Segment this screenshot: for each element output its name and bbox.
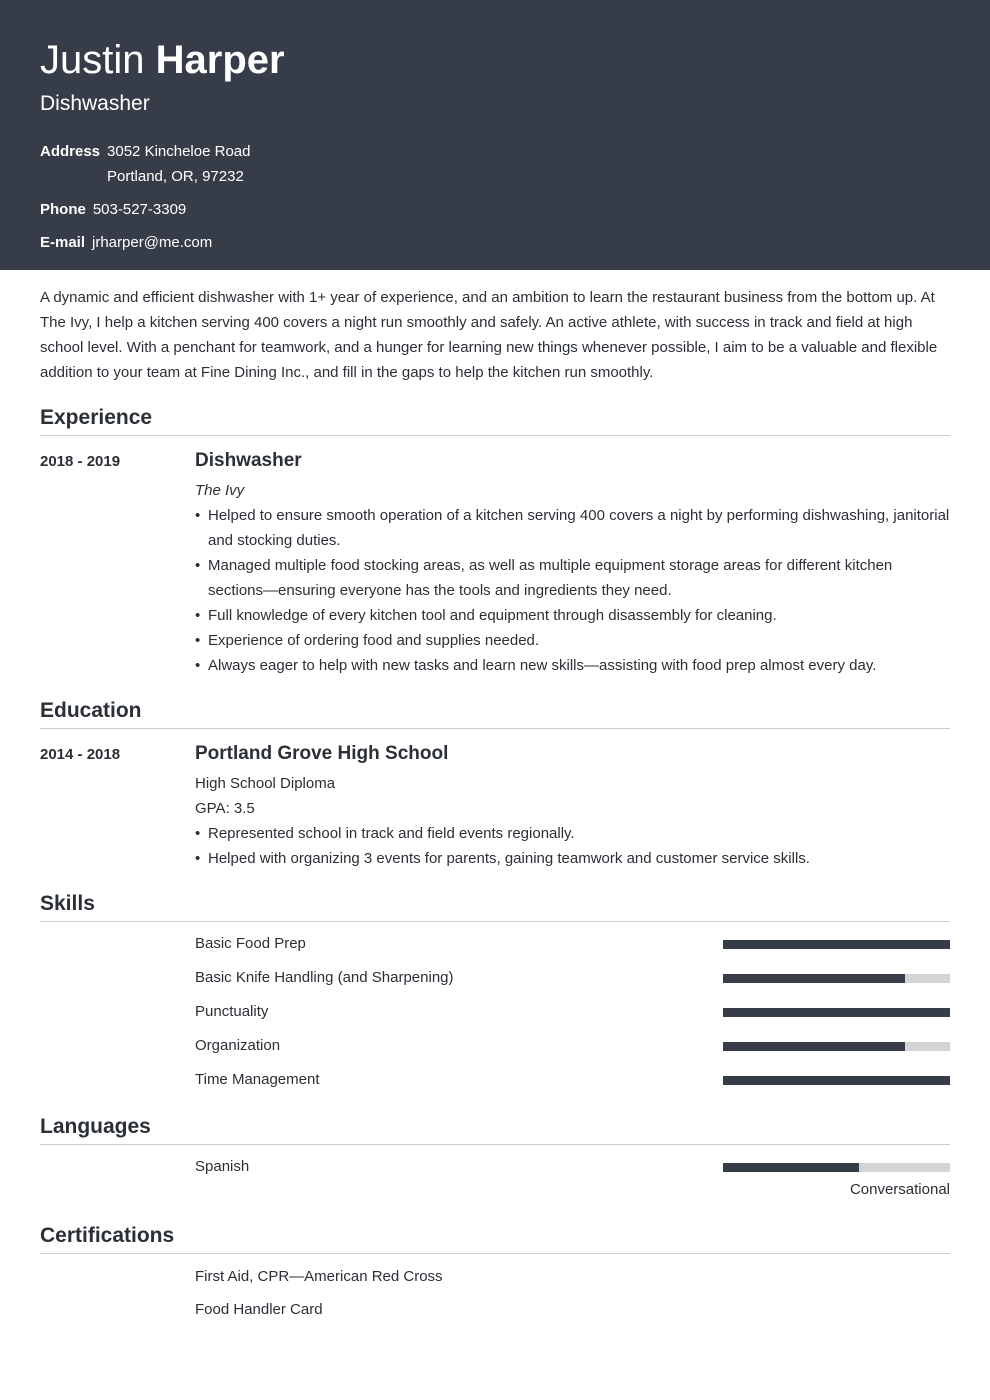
education-gpa: GPA: 3.5 xyxy=(195,800,255,817)
experience-bullet: • Managed multiple food stocking areas, as well as multiple equipment storage areas for different kitchen sections—ensuring everyone has the tools and ingredients they need. xyxy=(195,553,950,603)
experience-position: Dishwasher xyxy=(195,450,302,471)
skill-name: Basic Knife Handling (and Sharpening) xyxy=(195,969,454,986)
language-name: Spanish xyxy=(195,1158,250,1175)
education-bullet: • Represented school in track and field events regionally. xyxy=(195,821,950,846)
skill-level-bar xyxy=(723,1076,950,1085)
language-level-label: Conversational xyxy=(849,1181,950,1198)
skill-level-bar xyxy=(723,940,950,949)
section-divider xyxy=(40,1144,950,1145)
address-value xyxy=(107,139,250,189)
skill-level-fill xyxy=(723,940,950,949)
phone-row xyxy=(40,197,186,222)
summary-paragraph: A dynamic and efficient dishwasher with 1+ year of experience, and an ambition to learn the restaurant business from the bottom up. At The Ivy, I help a kitchen serving 400 covers a night run smoothly and safely. An active athlete, with success in track and field at high school level. With a penchant for teamwork, and a hunger for learning new things whenever possible, I aim to be a valuable and flexible addition to your team at Fine Dining Inc., and fill in the gaps to help the kitchen run smoothly. xyxy=(40,289,938,381)
certification-item: Food Handler Card xyxy=(195,1301,323,1318)
resume-header xyxy=(0,0,990,270)
experience-bullet: • Full knowledge of every kitchen tool and equipment through disassembly for cleaning. xyxy=(195,603,950,628)
skills-heading: Skills xyxy=(40,892,95,915)
experience-bullet: • Always eager to help with new tasks and learn new skills—assisting with food prep almost every day. xyxy=(195,653,950,678)
skill-name: Punctuality xyxy=(195,1003,269,1020)
certifications-heading: Certifications xyxy=(40,1224,175,1247)
experience-heading: Experience xyxy=(40,406,153,429)
phone-label: Phone xyxy=(40,201,86,218)
email-label: E-mail xyxy=(40,234,86,251)
education-bullet: • Helped with organizing 3 events for parents, gaining teamwork and customer service skills. xyxy=(195,846,950,871)
language-level-bar xyxy=(723,1163,950,1172)
email-row xyxy=(40,230,212,255)
skill-level-bar xyxy=(723,1042,950,1051)
address-line-2: Portland, OR, 97232 xyxy=(107,168,244,185)
first-name: Justin xyxy=(40,38,145,82)
section-divider xyxy=(40,1253,950,1254)
job-title: Dishwasher xyxy=(40,92,150,115)
skill-level-bar xyxy=(723,1008,950,1017)
address-row xyxy=(40,139,250,189)
skill-level-fill xyxy=(723,974,905,983)
section-divider xyxy=(40,728,950,729)
language-level-fill xyxy=(723,1163,859,1172)
skill-level-bar xyxy=(723,974,950,983)
skill-level-fill xyxy=(723,1042,905,1051)
education-heading: Education xyxy=(40,699,142,722)
skill-level-fill xyxy=(723,1076,950,1085)
last-name: Harper xyxy=(155,38,285,82)
phone-value: 503-527-3309 xyxy=(92,201,187,218)
education-dates: 2014 - 2018 xyxy=(40,746,121,763)
section-divider xyxy=(40,921,950,922)
experience-bullet: • Experience of ordering food and supplies needed. xyxy=(195,628,950,653)
skill-name: Basic Food Prep xyxy=(195,935,306,952)
languages-heading: Languages xyxy=(40,1115,151,1138)
experience-dates: 2018 - 2019 xyxy=(40,453,121,470)
certification-item: First Aid, CPR—American Red Cross xyxy=(195,1268,443,1285)
address-label: Address xyxy=(40,143,101,160)
skill-name: Time Management xyxy=(195,1071,320,1088)
education-school: Portland Grove High School xyxy=(195,743,449,764)
skill-name: Organization xyxy=(195,1037,281,1054)
email-value: jrharper@me.com xyxy=(92,234,213,251)
address-line-1: 3052 Kincheloe Road xyxy=(107,143,251,160)
section-divider xyxy=(40,435,950,436)
experience-bullet: • Helped to ensure smooth operation of a kitchen serving 400 covers a night by performing dishwashing, janitorial and stocking duties. xyxy=(195,503,950,553)
experience-company: The Ivy xyxy=(195,482,245,499)
skill-level-fill xyxy=(723,1008,950,1017)
education-degree: High School Diploma xyxy=(195,775,336,792)
candidate-name xyxy=(40,36,285,84)
